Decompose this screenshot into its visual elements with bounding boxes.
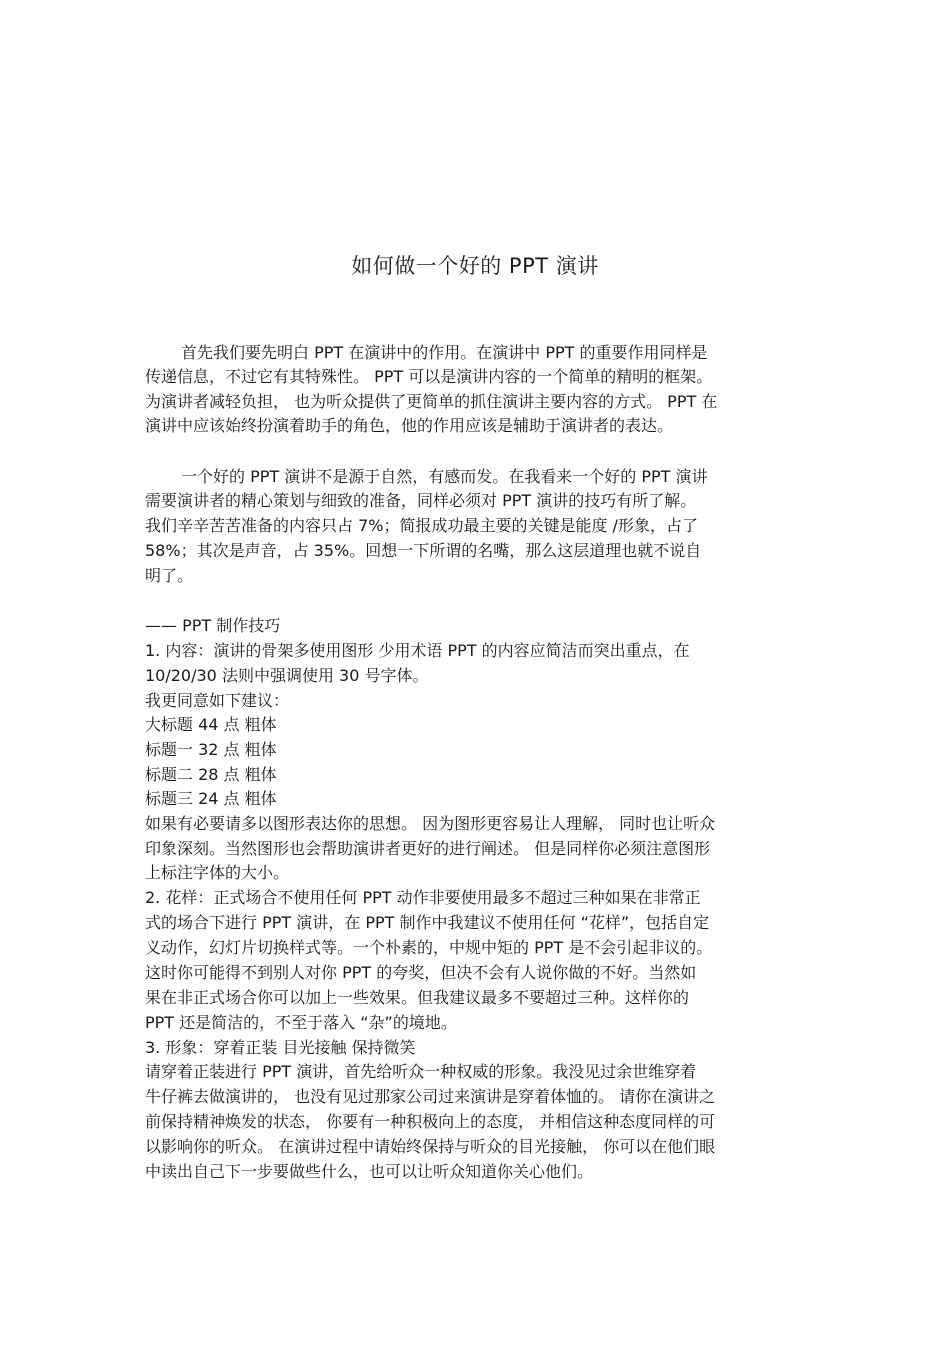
paragraph-2-line: 一个好的 PPT 演讲不是源于自然，有感而发。在我看来一个好的 PPT 演讲: [181, 467, 708, 486]
section-line: 大标题 44 点 粗体: [145, 715, 277, 734]
section-line: 请穿着正装进行 PPT 演讲，首先给听众一种权威的形象。我没见过余世维穿着: [145, 1062, 697, 1081]
section-line: 印象深刻。当然图形也会帮助演讲者更好的进行阐述。 但是同样你必须注意图形: [145, 839, 711, 858]
paragraph-2-line: 明了。: [145, 566, 194, 585]
section-line: 如果有必要请多以图形表达你的思想。 因为图形更容易让人理解， 同时也让听众: [145, 814, 716, 833]
section-line: PPT 还是简洁的，不至于落入 “杂”的境地。: [145, 1013, 457, 1032]
section-line: 标题三 24 点 粗体: [145, 789, 277, 808]
paragraph-1-line: 首先我们要先明白 PPT 在演讲中的作用。在演讲中 PPT 的重要作用同样是: [181, 343, 708, 362]
section-line: 牛仔裤去做演讲的， 也没有见过那家公司过来演讲是穿着体恤的。 请你在演讲之: [145, 1087, 716, 1106]
section-line: 3. 形象：穿着正装 目光接触 保持微笑: [145, 1038, 416, 1057]
section-line: 标题二 28 点 粗体: [145, 765, 277, 784]
section-line: 我更同意如下建议：: [145, 691, 290, 710]
section-heading: —— PPT 制作技巧: [145, 616, 281, 635]
paragraph-2-line: 需要演讲者的精心策划与细致的准备，同样必须对 PPT 演讲的技巧有所了解。: [145, 491, 697, 510]
section-line: 前保持精神焕发的状态， 你要有一种积极向上的态度， 并相信这种态度同样的可: [145, 1112, 716, 1131]
paragraph-2-line: 58%；其次是声音，占 35%。回想一下所谓的名嘴，那么这层道理也就不说自: [145, 541, 702, 560]
paragraph-1-line: 演讲中应该始终扮演着助手的角色，他的作用应该是辅助于演讲者的表达。: [145, 416, 674, 435]
document-title: 如何做一个好的 PPT 演讲: [351, 254, 599, 278]
section-line: 10/20/30 法则中强调使用 30 号字体。: [145, 666, 429, 685]
section-line: 上标注字体的大小。: [145, 863, 290, 882]
section-line: 果在非正式场合你可以加上一些效果。但我建议最多不要超过三种。这样你的: [145, 988, 690, 1007]
section-line: 中读出自己下一步要做些什么，也可以让听众知道你关心他们。: [145, 1162, 594, 1181]
section-line: 以影响你的听众。 在演讲过程中请始终保持与听众的目光接触， 你可以在他们眼: [145, 1137, 716, 1156]
section-line: 式的场合下进行 PPT 演讲，在 PPT 制作中我建议不使用任何 “花样”，包括自定: [145, 913, 710, 932]
paragraph-2-line: 我们辛辛苦苦准备的内容只占 7%；简报成功最主要的关键是能度 /形象，占了: [145, 516, 698, 535]
paragraph-1-line: 传递信息，不过它有其特殊性。 PPT 可以是演讲内容的一个简单的精明的框架。: [145, 367, 713, 386]
section-line: 2. 花样：正式场合不使用任何 PPT 动作非要使用最多不超过三种如果在非常正: [145, 888, 701, 907]
section-line: 标题一 32 点 粗体: [145, 740, 277, 759]
paragraph-1-line: 为演讲者减轻负担， 也为听众提供了更简单的抓住演讲主要内容的方式。 PPT 在: [145, 392, 718, 411]
section-line: 1. 内容：演讲的骨架多使用图形 少用术语 PPT 的内容应简洁而突出重点，在: [145, 641, 690, 660]
section-line: 这时你可能得不到别人对你 PPT 的夸奖，但决不会有人说你做的不好。当然如: [145, 963, 697, 982]
section-line: 义动作，幻灯片切换样式等。一个朴素的，中规中矩的 PPT 是不会引起非议的。: [145, 938, 713, 957]
